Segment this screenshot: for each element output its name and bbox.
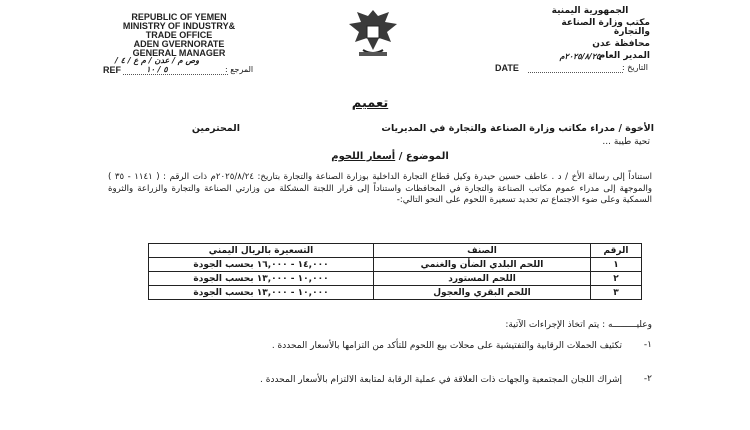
table-row: [149, 258, 642, 272]
yemen-eagle-emblem-icon: [345, 6, 401, 58]
table-row: [149, 272, 642, 286]
table-header-row: [149, 244, 642, 258]
table-cell-item: اللحم البلدي الضأن والغنمي: [374, 258, 591, 272]
action-item: [130, 340, 652, 352]
table-cell-item: اللحم البقري والعجول: [374, 286, 591, 300]
header-left-line: REPUBLIC OF YEMEN: [131, 12, 227, 22]
table-cell-number: ٢: [591, 272, 642, 286]
actions-intro: وعليـــــــــه : يتم اتخاذ الإجراءات الآتية:: [505, 320, 652, 330]
table-cell-price: ١٤,٠٠٠ - ١٦,٠٠٠ بحسب الجودة: [149, 258, 374, 272]
subject-text: أسعار اللحوم: [331, 151, 396, 162]
action-number: ١-: [643, 340, 652, 350]
body-paragraph: استناداً إلى رسالة الأخ / د . عاطف حسين حيدرة وكيل قطاع التجارة الداخلية بوزارة الصناعة والتجارة بتاريخ: ٢٠٢٥/٨/٢٤م ذات الرقم : ( ١١٤١ - ٣٥ ) والموجهة إلى مدراء عموم مكاتب الصناعة والتجارة في المحافظات واستناداً إلى قرار اللجنة المشكلة من وزارتي الصناعة والتجارة والزراعة والثروة السمكية وعلى ضوء الاجتماع تم تحديد تسعيرة اللحوم على النحو التالي:-: [108, 172, 652, 205]
honorific-text: المحترمين: [191, 123, 240, 134]
header-left-line: GENERAL MANAGER: [132, 48, 226, 58]
handwritten-date: ٢٠٢٥/٨/٢٥م: [559, 52, 601, 61]
table-header-cell: الرقم: [591, 244, 642, 258]
table-cell-item: اللحم المستورد: [374, 272, 591, 286]
header-right-line: مكتب وزارة الصناعة والتجارة: [561, 18, 650, 37]
table-header-cell: التسعيرة بالريال اليمني: [149, 244, 374, 258]
action-number: ٢-: [643, 374, 652, 384]
header-right-line: المدير العام: [598, 51, 650, 61]
ref-dotted-line: [123, 74, 228, 75]
addressee: الأخوة / مدراء مكاتب وزارة الصناعة والتجارة في المديريات: [381, 123, 654, 134]
table-cell-number: ١: [591, 258, 642, 272]
date-dotted-line: [528, 72, 623, 73]
header-left-line: ADEN GVERNORATE: [133, 39, 225, 49]
table-row: [149, 286, 642, 300]
date-label: DATE: [495, 63, 519, 73]
header-right-line: الجمهورية اليمنية: [551, 6, 629, 16]
table-cell-price: ١٠,٠٠٠ - ١٣,٠٠٠ بحسب الجودة: [149, 272, 374, 286]
date-label-ar: التاريخ :: [622, 63, 649, 72]
subject-label: الموضوع /: [398, 151, 449, 162]
ref-label-ar: المرجع :: [225, 65, 254, 74]
action-text: تكثيف الحملات الرقابية والتفتيشية على محلات بيع اللحوم للتأكد من التزامها بالأسعار المحددة .: [271, 341, 622, 351]
table-cell-number: ٣: [591, 286, 642, 300]
ref-label: REF: [103, 65, 121, 75]
table-header-cell: الصنف: [374, 244, 591, 258]
header-left-line: TRADE OFFICE: [145, 30, 213, 40]
header-right-line: محافظة عدن: [592, 39, 650, 49]
document-title: تعميم: [351, 96, 389, 111]
addressee-honorific: [160, 123, 240, 134]
table-cell-price: ١٠,٠٠٠ - ١٣,٠٠٠ بحسب الجودة: [149, 286, 374, 300]
handwritten-ref-number: وص م / عدن / م ع / ٤ / ٥ / ١٠: [114, 56, 200, 74]
action-item: [130, 374, 652, 386]
header-left-line: MINISTRY OF INDUSTRY&: [122, 21, 236, 31]
meat-prices-table: [148, 243, 642, 300]
header-left-block: [114, 13, 244, 58]
action-text: إشراك اللجان المجتمعية والجهات ذات العلاقة في عملية الرقابة لمتابعة الالتزام بالأسعار المحددة .: [260, 375, 622, 385]
subject-line: [250, 151, 530, 162]
greeting: تحية طيبة ...: [602, 137, 650, 147]
